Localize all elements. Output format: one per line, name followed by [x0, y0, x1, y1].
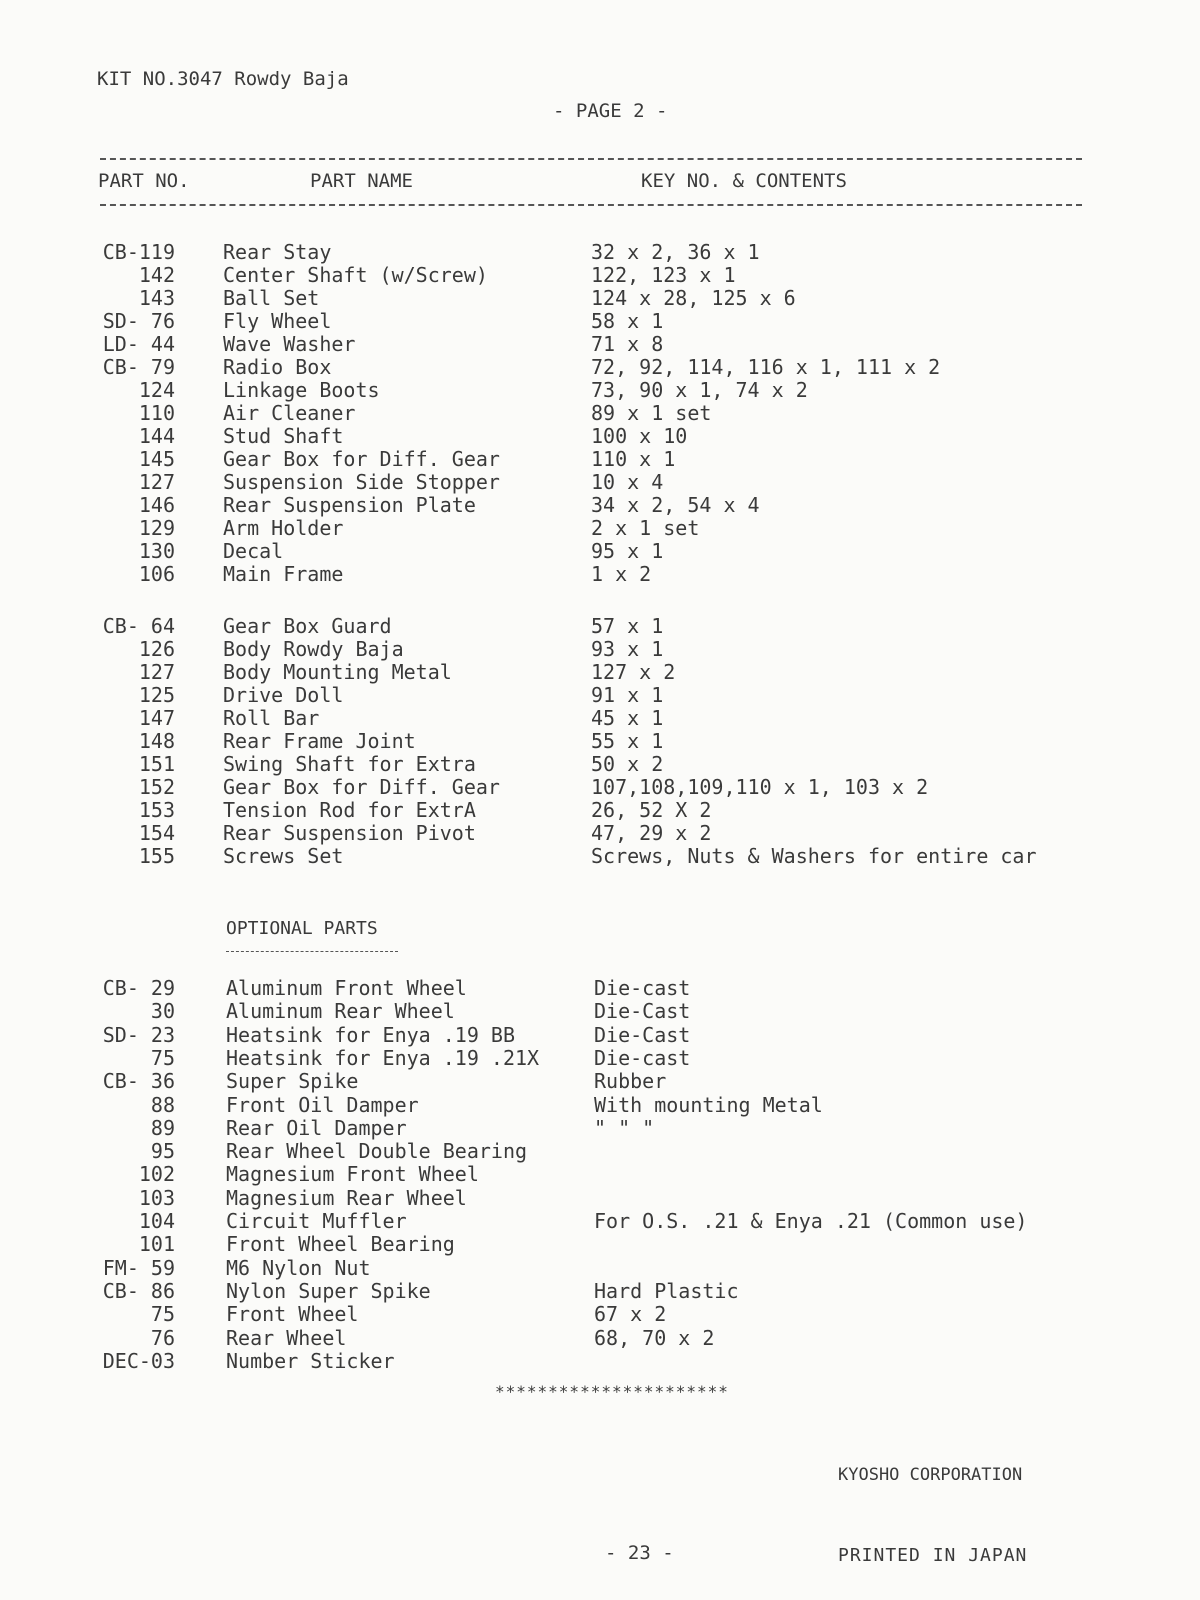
key-contents: Screws, Nuts & Washers for entire car [591, 844, 1037, 868]
key-contents: Hard Plastic [594, 1278, 739, 1303]
part-name: Rear Suspension Pivot [223, 821, 476, 845]
table-row [0, 999, 1200, 1022]
key-contents: 122, 123 x 1 [591, 263, 736, 287]
part-no: 127 [138, 470, 175, 494]
part-no: 76 [150, 1325, 175, 1350]
key-contents: 32 x 2, 36 x 1 [591, 240, 760, 264]
part-name: Rear Wheel Double Bearing [226, 1139, 528, 1164]
table-row [0, 378, 1200, 401]
key-contents: 72, 92, 114, 116 x 1, 111 x 2 [591, 355, 941, 379]
table-row [0, 614, 1200, 637]
table-row [0, 660, 1200, 683]
key-contents: Die-Cast [594, 1022, 691, 1047]
key-contents: 47, 29 x 2 [591, 821, 712, 845]
key-contents: 124 x 28, 125 x 6 [591, 286, 796, 310]
key-contents: Rubber [594, 1069, 667, 1094]
part-name: Body Mounting Metal [223, 660, 452, 684]
part-name: Fly Wheel [223, 309, 332, 333]
stars-divider: ********************** [495, 1382, 729, 1401]
part-name: Drive Doll [223, 683, 344, 707]
part-no: 127 [138, 660, 175, 684]
table-row [0, 1302, 1200, 1325]
key-contents: 93 x 1 [591, 637, 664, 661]
part-name: Number Sticker [226, 1348, 395, 1373]
column-header-part-name: PART NAME [310, 170, 413, 192]
part-name: Swing Shaft for Extra [223, 752, 476, 776]
part-no: 106 [138, 562, 175, 586]
part-no: 142 [138, 263, 175, 287]
part-name: Linkage Boots [223, 378, 380, 402]
table-row [0, 470, 1200, 493]
part-name: Roll Bar [223, 706, 320, 730]
key-contents: 91 x 1 [591, 683, 664, 707]
part-name: Gear Box for Diff. Gear [223, 775, 500, 799]
table-row [0, 1093, 1200, 1116]
key-contents: With mounting Metal [594, 1092, 823, 1117]
key-contents: 107,108,109,110 x 1, 103 x 2 [591, 775, 929, 799]
key-contents: 110 x 1 [591, 447, 676, 471]
part-name: Super Spike [226, 1069, 359, 1094]
part-name: Center Shaft (w/Screw) [223, 263, 488, 287]
key-contents: 95 x 1 [591, 539, 664, 563]
part-no: 75 [150, 1045, 175, 1070]
table-row [0, 1046, 1200, 1069]
key-contents: 10 x 4 [591, 470, 664, 494]
part-no: CB- 86 [102, 1278, 175, 1303]
table-row [0, 332, 1200, 355]
key-contents: For O.S. .21 & Enya .21 (Common use) [594, 1209, 1028, 1233]
part-name: Aluminum Front Wheel [226, 976, 467, 1000]
part-no: 95 [150, 1139, 175, 1164]
part-no: 126 [138, 637, 175, 661]
key-contents: 57 x 1 [591, 614, 664, 638]
table-row [0, 1279, 1200, 1302]
part-no: 144 [138, 424, 175, 448]
part-no: 104 [138, 1209, 175, 1233]
key-contents: 71 x 8 [591, 332, 664, 356]
key-contents: 127 x 2 [591, 660, 676, 684]
part-no: CB- 29 [102, 976, 175, 1000]
table-row [0, 309, 1200, 332]
part-no: 130 [138, 539, 175, 563]
part-name: Rear Stay [223, 240, 332, 264]
part-name: Magnesium Rear Wheel [226, 1185, 467, 1210]
part-no: 30 [150, 999, 175, 1024]
part-name: Air Cleaner [223, 401, 356, 425]
part-no: CB-119 [102, 240, 175, 264]
key-contents: 67 x 2 [594, 1302, 667, 1327]
part-no: SD- 76 [102, 309, 175, 333]
part-name: Magnesium Front Wheel [226, 1162, 479, 1187]
part-no: SD- 23 [102, 1022, 175, 1047]
part-name: Tension Rod for ExtrA [223, 798, 476, 822]
table-row [0, 539, 1200, 562]
table-row [0, 1326, 1200, 1349]
part-name: Suspension Side Stopper [223, 470, 500, 494]
part-no: 103 [138, 1185, 175, 1210]
part-name: Gear Box Guard [223, 614, 392, 638]
optional-parts-title: OPTIONAL PARTS [226, 918, 378, 939]
printed-in-japan: PRINTED IN JAPAN [838, 1545, 1028, 1566]
part-name: Rear Frame Joint [223, 729, 416, 753]
table-row [0, 729, 1200, 752]
key-contents: 58 x 1 [591, 309, 664, 333]
key-contents: 55 x 1 [591, 729, 664, 753]
part-name: Rear Oil Damper [226, 1115, 407, 1140]
table-row [0, 516, 1200, 539]
table-row [0, 752, 1200, 775]
part-name: Front Wheel [226, 1302, 359, 1327]
part-no: LD- 44 [102, 332, 175, 356]
part-no: FM- 59 [102, 1255, 175, 1280]
table-row [0, 1256, 1200, 1279]
table-row [0, 683, 1200, 706]
key-contents: 45 x 1 [591, 706, 664, 730]
table-row [0, 1209, 1200, 1232]
part-no: 129 [138, 516, 175, 540]
table-row [0, 493, 1200, 516]
table-row [0, 1069, 1200, 1092]
header-rule-top [100, 158, 1082, 160]
column-header-key: KEY NO. & CONTENTS [641, 170, 847, 192]
corporation-name: KYOSHO CORPORATION [838, 1465, 1023, 1485]
part-no: CB- 79 [102, 355, 175, 379]
table-row [0, 355, 1200, 378]
key-contents: 34 x 2, 54 x 4 [591, 493, 760, 517]
part-no: 89 [150, 1115, 175, 1140]
part-no: 148 [138, 729, 175, 753]
table-row [0, 263, 1200, 286]
key-contents: Die-cast [594, 976, 691, 1000]
part-no: 146 [138, 493, 175, 517]
table-row [0, 976, 1200, 999]
kit-title: KIT NO.3047 Rowdy Baja [97, 68, 349, 90]
table-row [0, 1023, 1200, 1046]
page-label: - PAGE 2 - [553, 100, 668, 122]
part-name: Gear Box for Diff. Gear [223, 447, 500, 471]
part-no: 124 [138, 378, 175, 402]
table-row [0, 775, 1200, 798]
part-no: 147 [138, 706, 175, 730]
part-no: CB- 64 [102, 614, 175, 638]
table-row [0, 844, 1200, 867]
part-no: CB- 36 [102, 1069, 175, 1094]
part-name: Front Oil Damper [226, 1092, 419, 1117]
table-row [0, 1232, 1200, 1255]
key-contents: 50 x 2 [591, 752, 664, 776]
part-name: Main Frame [223, 562, 344, 586]
part-name: Decal [223, 539, 284, 563]
part-no: 102 [138, 1162, 175, 1187]
part-name: Stud Shaft [223, 424, 344, 448]
key-contents: " " " [594, 1115, 655, 1140]
key-contents: Die-Cast [594, 999, 691, 1024]
table-row [0, 424, 1200, 447]
key-contents: 2 x 1 set [591, 516, 700, 540]
part-no: 154 [138, 821, 175, 845]
part-name: Body Rowdy Baja [223, 637, 404, 661]
part-no: DEC-03 [102, 1348, 175, 1373]
table-row [0, 1349, 1200, 1372]
key-contents: 73, 90 x 1, 74 x 2 [591, 378, 808, 402]
part-name: Radio Box [223, 355, 332, 379]
part-name: Arm Holder [223, 516, 344, 540]
part-no: 152 [138, 775, 175, 799]
table-row [0, 706, 1200, 729]
part-name: Rear Suspension Plate [223, 493, 476, 517]
table-row [0, 821, 1200, 844]
table-row [0, 1186, 1200, 1209]
part-name: Rear Wheel [226, 1325, 347, 1350]
key-contents: 100 x 10 [591, 424, 688, 448]
table-row [0, 401, 1200, 424]
part-no: 153 [138, 798, 175, 822]
table-row [0, 240, 1200, 263]
part-name: Nylon Super Spike [226, 1278, 431, 1303]
optional-parts-underline [226, 951, 398, 952]
table-row [0, 1162, 1200, 1185]
table-row [0, 562, 1200, 585]
part-no: 110 [138, 401, 175, 425]
part-no: 155 [138, 844, 175, 868]
key-contents: 1 x 2 [591, 562, 652, 586]
part-name: Circuit Muffler [226, 1209, 407, 1233]
table-row [0, 1116, 1200, 1139]
table-row [0, 286, 1200, 309]
part-name: Front Wheel Bearing [226, 1232, 455, 1257]
table-row [0, 798, 1200, 821]
key-contents: Die-cast [594, 1045, 691, 1070]
key-contents: 89 x 1 set [591, 401, 712, 425]
table-row [0, 1139, 1200, 1162]
part-no: 151 [138, 752, 175, 776]
part-name: Wave Washer [223, 332, 356, 356]
part-name: Aluminum Rear Wheel [226, 999, 455, 1024]
part-name: Heatsink for Enya .19 BB [226, 1022, 515, 1047]
part-no: 143 [138, 286, 175, 310]
part-name: Ball Set [223, 286, 320, 310]
part-name: M6 Nylon Nut [226, 1255, 371, 1280]
header-rule-bottom [100, 204, 1082, 206]
part-no: 75 [150, 1302, 175, 1327]
page-number: - 23 - [605, 1542, 674, 1564]
part-no: 88 [150, 1092, 175, 1117]
part-name: Screws Set [223, 844, 344, 868]
part-no: 101 [138, 1232, 175, 1257]
key-contents: 26, 52 X 2 [591, 798, 712, 822]
part-no: 145 [138, 447, 175, 471]
part-no: 125 [138, 683, 175, 707]
part-name: Heatsink for Enya .19 .21X [226, 1045, 540, 1070]
table-row [0, 637, 1200, 660]
column-header-part-no: PART NO. [98, 170, 190, 192]
table-row [0, 447, 1200, 470]
key-contents: 68, 70 x 2 [594, 1325, 715, 1350]
